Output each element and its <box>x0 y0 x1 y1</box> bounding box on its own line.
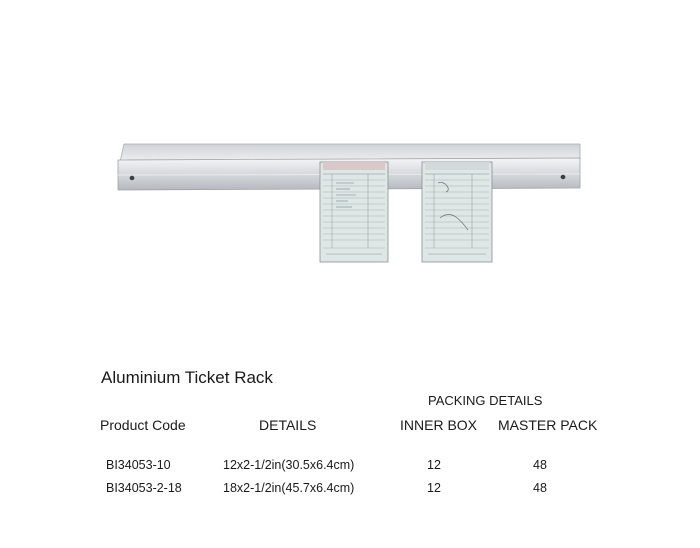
details-cell: 12x2-1/2in(30.5x6.4cm) <box>223 458 355 472</box>
inner-box-cell: 12 <box>427 458 441 472</box>
ticket-rack-image <box>110 130 590 270</box>
master-pack-cell: 48 <box>533 458 547 472</box>
table-row <box>0 458 700 478</box>
product-code-cell: BI34053-2-18 <box>106 481 182 495</box>
table-row <box>0 481 700 501</box>
column-header-details: DETAILS <box>259 417 317 433</box>
guest-check-ticket <box>422 162 492 262</box>
guest-check-ticket <box>320 162 388 262</box>
packing-details-header: PACKING DETAILS <box>428 393 543 408</box>
column-header-product-code: Product Code <box>100 417 186 433</box>
details-cell: 18x2-1/2in(45.7x6.4cm) <box>223 481 355 495</box>
inner-box-cell: 12 <box>427 481 441 495</box>
master-pack-cell: 48 <box>533 481 547 495</box>
product-code-cell: BI34053-10 <box>106 458 171 472</box>
product-title: Aluminium Ticket Rack <box>101 368 273 387</box>
column-header-inner-box: INNER BOX <box>400 417 478 433</box>
column-header-master-pack: MASTER PACK <box>498 417 598 433</box>
